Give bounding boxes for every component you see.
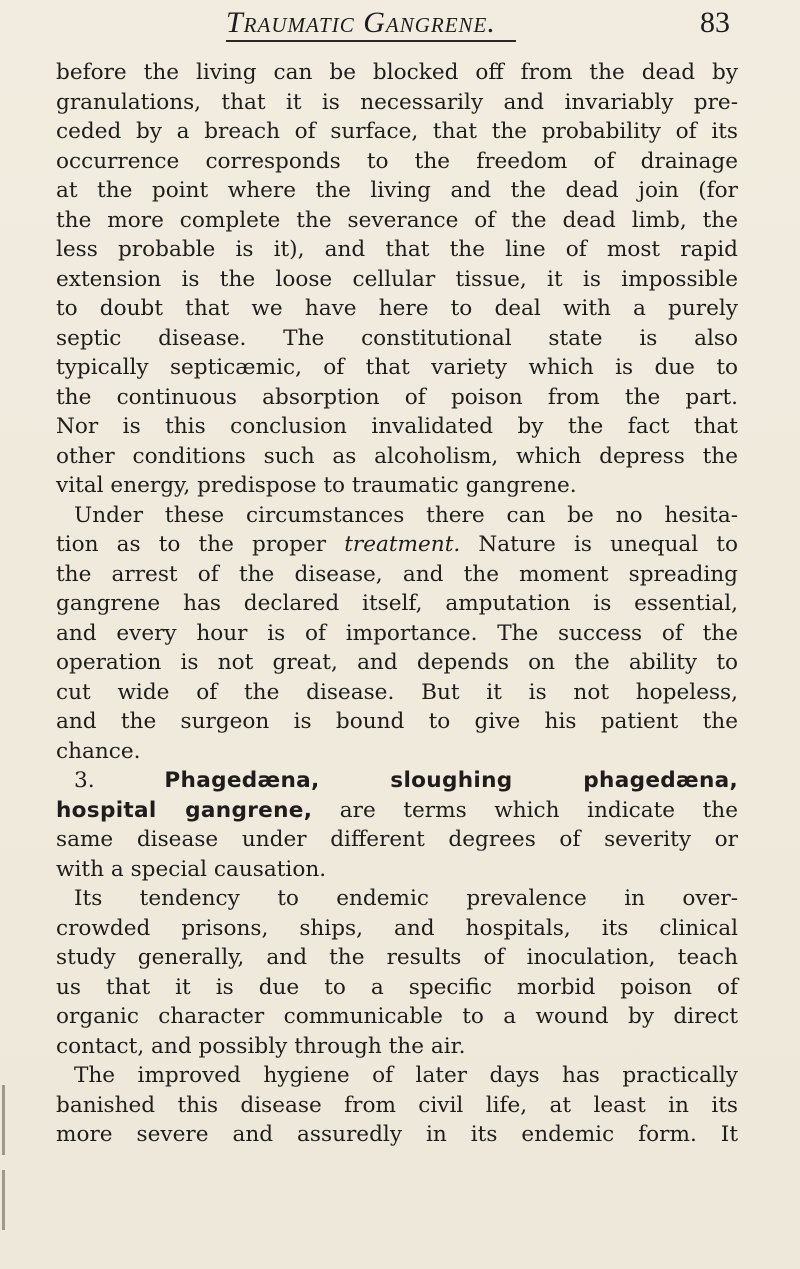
text-line: to doubt that we have here to deal with a purely [56, 296, 738, 321]
text-line: Its tendency to endemic prevalence in over- [74, 886, 738, 911]
text-line: and every hour is of importance. The success of the [56, 620, 738, 646]
text-line: chance. [56, 738, 141, 764]
text-line [56, 766, 738, 796]
text-line: extension is the loose cellular tissue, it is impossible [56, 266, 738, 292]
text-line: us that it is due to a specific morbid poison of [56, 974, 738, 1000]
text-line: at the point where the living and the dead join (for [56, 178, 738, 203]
running-title: Traumatic Gangrene. [226, 6, 496, 39]
body-text [56, 58, 738, 1150]
text-line: ceded by a breach of surface, that the probability of its [56, 119, 738, 144]
margin-mark [2, 1085, 5, 1155]
text-line: other conditions such as alcoholism, which depress the [56, 443, 738, 469]
text-line: Nor is this conclusion invalidated by the fact that [56, 414, 738, 439]
text-line: gangrene has declared itself, amputation is essential, [56, 591, 738, 616]
text-line: Under these circumstances there can be no hesita- [74, 502, 738, 528]
bold-term: Phagedæna, sloughing phagedæna, [164, 768, 739, 793]
margin-mark [2, 1170, 5, 1230]
text-line: crowded prisons, ships, and hospitals, its clinical [56, 915, 738, 941]
text-line: septic disease. The constitutional state is also [56, 325, 738, 351]
text-line: contact, and possibly through the air. [56, 1033, 466, 1059]
text-line: study generally, and the results of inoculation, teach [56, 945, 738, 970]
bold-term: hospital gangrene, [56, 797, 313, 823]
text-line: typically septicæmic, of that variety which is due to [56, 355, 738, 380]
text-line: the continuous absorption of poison from the part. [56, 384, 738, 410]
text-line [56, 796, 738, 826]
text-line: same disease under different degrees of severity or [56, 827, 738, 852]
text-line: vital energy, predispose to traumatic gangrene. [56, 473, 577, 498]
text-line: more severe and assuredly in its endemic form. It [56, 1122, 738, 1147]
italic-run: treatment. [344, 532, 461, 557]
text-line: banished this disease from civil life, at least in its [56, 1092, 738, 1118]
section-number: 3. [74, 768, 165, 793]
text-line [56, 530, 738, 560]
text-line: organic character communicable to a wound by direct [56, 1004, 738, 1029]
text-line: cut wide of the disease. But it is not hopeless, [56, 679, 738, 705]
text-line: before the living can be blocked off from the dead by [56, 60, 738, 85]
text-run: are terms which indicate the [312, 797, 738, 823]
text-line: operation is not great, and depends on the ability to [56, 650, 738, 675]
text-run: Nature is unequal to [460, 532, 738, 557]
text-line: occurrence corresponds to the freedom of drainage [56, 148, 738, 174]
page-number: 83 [700, 6, 730, 39]
running-header [226, 6, 746, 42]
text-line: The improved hygiene of later days has practically [74, 1063, 738, 1088]
text-line: the more complete the severance of the dead limb, the [56, 207, 738, 233]
header-rule [226, 40, 516, 42]
text-line: less probable is it), and that the line of most rapid [56, 237, 738, 262]
text-line: the arrest of the disease, and the moment spreading [56, 561, 738, 587]
text-line: granulations, that it is necessarily and invariably pre- [56, 89, 738, 115]
text-line: with a special causation. [56, 856, 327, 882]
text-line: and the surgeon is bound to give his patient the [56, 709, 738, 734]
text-run: tion as to the proper [56, 532, 345, 557]
